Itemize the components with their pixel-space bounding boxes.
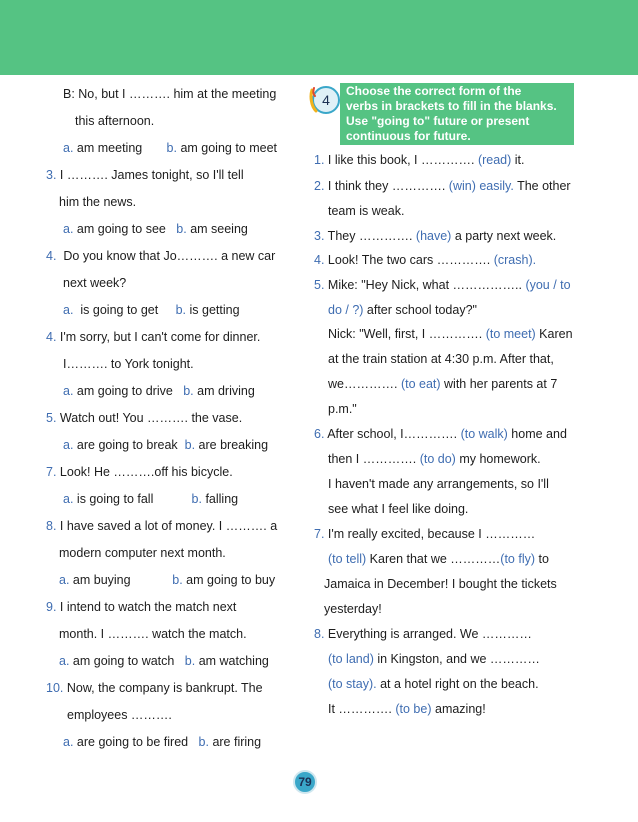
text-line xyxy=(324,576,557,592)
verb-hint: (to meet) xyxy=(485,327,536,341)
item-number: 10. xyxy=(46,681,64,695)
text-line xyxy=(59,626,247,642)
line-text: am meeting xyxy=(73,141,167,155)
text-line xyxy=(46,410,242,426)
line-text: to xyxy=(535,552,549,566)
text-line xyxy=(46,518,277,534)
line-text: I have saved a lot of money. I ………. a xyxy=(56,519,278,533)
line-text: in Kingston, and we ………… xyxy=(373,652,540,666)
text-line xyxy=(63,221,248,237)
verb-hint: (to be) xyxy=(395,702,432,716)
line-text: it. xyxy=(511,153,525,167)
instruction-line: Choose the correct form of the xyxy=(346,84,522,98)
line-text: I'm sorry, but I can't come for dinner. xyxy=(56,330,261,344)
verb-hint: (to stay). xyxy=(328,677,377,691)
line-text: am going to meet xyxy=(176,141,278,155)
line-text: with her parents at 7 xyxy=(440,377,558,391)
line-text: Look! He ……….off his bicycle. xyxy=(56,465,233,479)
text-line xyxy=(59,572,275,588)
section-number-badge xyxy=(309,84,341,116)
text-line xyxy=(59,545,226,561)
item-number: 3. xyxy=(314,229,325,243)
text-line xyxy=(314,252,536,268)
option-letter: a. xyxy=(63,492,74,506)
header-banner xyxy=(0,0,638,75)
line-text: are going to break xyxy=(73,438,185,452)
line-text: Jamaica in December! I bought the tickets xyxy=(324,577,557,591)
text-line xyxy=(63,86,276,102)
option-letter: b. xyxy=(175,303,187,317)
line-text: we…………. xyxy=(328,377,401,391)
text-line xyxy=(63,437,268,453)
line-text: I ………. James tonight, so I'll tell xyxy=(56,168,244,182)
line-text: am driving xyxy=(193,384,255,398)
line-text: am going to drive xyxy=(73,384,184,398)
line-text: Mike: "Hey Nick, what …………….. xyxy=(324,278,526,292)
line-text: After school, I…………. xyxy=(324,427,461,441)
text-line xyxy=(63,491,238,507)
line-text: Karen that we ………… xyxy=(366,552,501,566)
text-line xyxy=(67,707,172,723)
verb-hint: (win) easily. xyxy=(448,179,514,193)
line-text: I like this book, I …………. xyxy=(324,153,478,167)
line-text: a party next week. xyxy=(451,229,557,243)
verb-hint: (to walk) xyxy=(460,427,508,441)
item-number: 8. xyxy=(46,519,57,533)
text-line xyxy=(314,426,567,442)
text-line xyxy=(328,326,573,342)
text-line xyxy=(46,329,260,345)
line-text: home and xyxy=(507,427,567,441)
verb-hint: (to eat) xyxy=(400,377,441,391)
line-text: after school today?" xyxy=(363,303,477,317)
instruction-line: continuous for future. xyxy=(346,129,471,143)
item-number: 7. xyxy=(314,527,325,541)
line-text: then I …………. xyxy=(328,452,420,466)
line-text: falling xyxy=(201,492,239,506)
option-letter: b. xyxy=(166,141,177,155)
line-text: I think they …………. xyxy=(324,179,449,193)
item-number: 9. xyxy=(46,600,57,614)
option-letter: a. xyxy=(63,222,74,236)
option-letter: b. xyxy=(191,492,202,506)
text-line xyxy=(63,275,126,291)
line-text: see what I feel like doing. xyxy=(328,502,469,516)
line-text: I………. to York tonight. xyxy=(63,357,194,371)
verb-hint: (have) xyxy=(415,229,452,243)
option-letter: a. xyxy=(63,384,74,398)
text-line xyxy=(328,701,486,717)
item-number: 4. xyxy=(314,253,325,267)
item-number: 5. xyxy=(46,411,57,425)
item-number: 2. xyxy=(314,179,325,193)
line-text: yesterday! xyxy=(324,602,382,616)
line-text: am buying xyxy=(69,573,173,587)
line-text: The other xyxy=(513,179,571,193)
text-line xyxy=(314,228,556,244)
line-text: They …………. xyxy=(324,229,416,243)
item-number: 4. xyxy=(46,330,57,344)
option-letter: a. xyxy=(63,141,74,155)
text-line xyxy=(328,651,540,667)
option-letter: a. xyxy=(63,303,74,317)
text-line xyxy=(314,277,571,293)
verb-hint: (read) xyxy=(477,153,512,167)
line-text: p.m." xyxy=(328,402,357,416)
line-text: I haven't made any arrangements, so I'll xyxy=(328,477,549,491)
verb-hint: (to land) xyxy=(328,652,374,666)
option-letter: b. xyxy=(184,438,196,452)
text-line xyxy=(328,401,357,417)
instruction-line: verbs in brackets to fill in the blanks. xyxy=(346,99,557,113)
verb-hint: do / ?) xyxy=(328,303,364,317)
line-text: am seeing xyxy=(186,222,248,236)
text-line xyxy=(63,140,277,156)
option-letter: a. xyxy=(59,573,70,587)
line-text: my homework. xyxy=(455,452,541,466)
line-text: team is weak. xyxy=(328,204,405,218)
text-line xyxy=(46,464,233,480)
line-text: amazing! xyxy=(431,702,486,716)
text-line xyxy=(46,680,263,696)
text-line xyxy=(328,203,404,219)
page-number: 79 xyxy=(293,770,317,794)
section-instruction-box xyxy=(340,83,574,145)
verb-hint: (you / to xyxy=(525,278,571,292)
line-text: at a hotel right on the beach. xyxy=(376,677,539,691)
item-number: 1. xyxy=(314,153,325,167)
line-text: this afternoon. xyxy=(75,114,155,128)
item-number: 4. xyxy=(46,249,57,263)
line-text: Now, the company is bankrupt. The xyxy=(63,681,263,695)
line-text: Everything is arranged. We ………… xyxy=(324,627,532,641)
option-letter: a. xyxy=(63,438,74,452)
text-line xyxy=(63,302,240,318)
line-text: is going to fall xyxy=(73,492,192,506)
option-letter: b. xyxy=(176,222,187,236)
line-text: employees ………. xyxy=(67,708,172,722)
text-line xyxy=(59,653,269,669)
line-text: is going to get xyxy=(73,303,176,317)
option-letter: b. xyxy=(184,654,196,668)
line-text: are firing xyxy=(208,735,262,749)
verb-hint: (to do) xyxy=(419,452,456,466)
text-line xyxy=(324,601,382,617)
line-text: Watch out! You ………. the vase. xyxy=(56,411,243,425)
item-number: 7. xyxy=(46,465,57,479)
text-line xyxy=(314,626,532,642)
text-line xyxy=(328,476,549,492)
text-line xyxy=(314,526,535,542)
line-text: Nick: "Well, first, I …………. xyxy=(328,327,486,341)
line-text: I intend to watch the match next xyxy=(56,600,237,614)
option-letter: b. xyxy=(198,735,209,749)
line-text: modern computer next month. xyxy=(59,546,226,560)
item-number: 8. xyxy=(314,627,325,641)
line-text: am going to watch xyxy=(69,654,185,668)
text-line xyxy=(63,383,255,399)
text-line xyxy=(63,734,261,750)
option-letter: a. xyxy=(59,654,70,668)
line-text: am going to see xyxy=(73,222,177,236)
text-line xyxy=(46,248,275,264)
text-line xyxy=(328,501,468,517)
text-line xyxy=(328,376,557,392)
line-text: I'm really excited, because I ………… xyxy=(324,527,536,541)
item-number: 6. xyxy=(314,427,325,441)
line-text: next week? xyxy=(63,276,127,290)
text-line xyxy=(314,152,525,168)
text-line xyxy=(46,599,236,615)
text-line xyxy=(46,167,244,183)
line-text: month. I ………. watch the match. xyxy=(59,627,247,641)
line-text: are going to be fired xyxy=(73,735,199,749)
line-text: Look! The two cars …………. xyxy=(324,253,494,267)
text-line xyxy=(314,178,571,194)
section-number: 4 xyxy=(322,92,330,108)
option-letter: b. xyxy=(172,573,183,587)
line-text: Karen xyxy=(535,327,573,341)
line-text: is getting xyxy=(186,303,240,317)
item-number: 3. xyxy=(46,168,57,182)
text-line xyxy=(59,194,136,210)
verb-hint: (to fly) xyxy=(500,552,536,566)
line-text: him the news. xyxy=(59,195,137,209)
item-number: 5. xyxy=(314,278,325,292)
line-text: am watching xyxy=(195,654,269,668)
line-text: Do you know that Jo………. a new car xyxy=(56,249,276,263)
line-text: at the train station at 4:30 p.m. After that, xyxy=(328,352,554,366)
text-line xyxy=(328,302,477,318)
text-line xyxy=(75,113,154,129)
verb-hint: (to tell) xyxy=(328,552,367,566)
option-letter: a. xyxy=(63,735,74,749)
text-line xyxy=(63,356,194,372)
option-letter: b. xyxy=(183,384,194,398)
line-text: It …………. xyxy=(328,702,396,716)
line-text: B: No, but I ………. him at the meeting xyxy=(63,87,277,101)
text-line xyxy=(328,351,554,367)
line-text: are breaking xyxy=(195,438,269,452)
instruction-line: Use "going to" future or present xyxy=(346,114,530,128)
text-line xyxy=(328,676,539,692)
verb-hint: (crash). xyxy=(493,253,537,267)
line-text: am going to buy xyxy=(182,573,276,587)
text-line xyxy=(328,551,549,567)
text-line xyxy=(328,451,541,467)
